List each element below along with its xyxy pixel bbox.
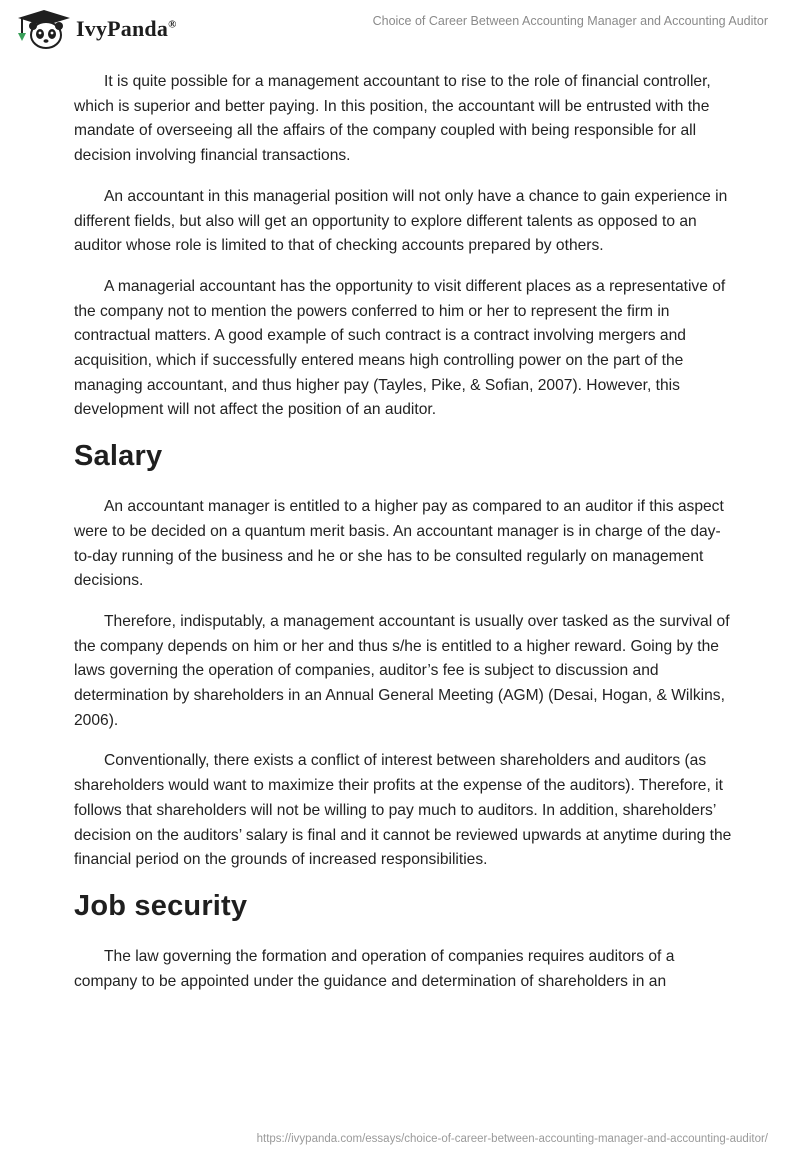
paragraph: An accountant in this managerial position will not only have a chance to gain experience in different fields, but also will get an opportunity to explore different talents as opposed to an auditor whose role is limited to that of checking accounts prepared by others. (74, 187, 728, 255)
paragraph: An accountant manager is entitled to a higher pay as compared to an auditor if this aspect were to be decided on a quantum merit basis. An accountant manager is in charge of the day-to-day running of the business and he or she has to be consulted regularly on management decisions. (74, 498, 724, 590)
section-heading-job-security: Job security (74, 889, 248, 922)
logo[interactable] (14, 8, 177, 50)
brand-name: IvyPanda® (76, 16, 177, 41)
essay-body (74, 70, 734, 1010)
paragraph: Therefore, indisputably, a management accountant is usually over tasked as the survival of the company depends on him or her and thus s/he is entitled to a higher reward. Going by the laws governing the operation of companies, auditor’s fee is subject to discussion and determination by shareholders in an Annual General Meeting (AGM) (Desai, Hogan, & Wilkins, 2006). (74, 612, 730, 729)
document-title: Choice of Career Between Accounting Manager and Accounting Auditor (372, 14, 768, 28)
panda-graduate-icon (14, 8, 72, 50)
paragraph: A managerial accountant has the opportunity to visit different places as a representative of the company not to mention the powers conferred to him or her to represent the firm in contractual matters. A good example of such contract is a contract involving mergers and acquisition, which if successfully entered means high controlling power on the part of the managing accountant, and thus higher pay (Tayles, Pike, & Sofian, 2007). However, this development will not affect the position of an auditor. (74, 277, 726, 419)
page-header (0, 0, 800, 60)
paragraph: The law governing the formation and operation of companies requires auditors of a company to be appointed under the guidance and determination of shareholders in an (74, 947, 675, 990)
source-url-link[interactable]: https://ivypanda.com/essays/choice-of-career-between-accounting-manager-and-accounting-auditor/ (256, 1133, 768, 1145)
section-heading-salary: Salary (74, 440, 163, 473)
paragraph: Conventionally, there exists a conflict of interest between shareholders and auditors (as shareholders would want to maximize their profits at the expense of the auditors). Therefore, it follows that shareholders will not be willing to pay much to auditors. In addition, shareholders’ decision on the auditors’ salary is final and it cannot be reviewed upwards at anytime during the financial period on the grounds of increased responsibilities. (74, 752, 732, 869)
paragraph: It is quite possible for a management accountant to rise to the role of financial controller, which is superior and better paying. In this position, the accountant will be entrusted with the mandate of overseeing all the affairs of the company coupled with being responsible for all decision involving financial transactions. (74, 73, 711, 165)
